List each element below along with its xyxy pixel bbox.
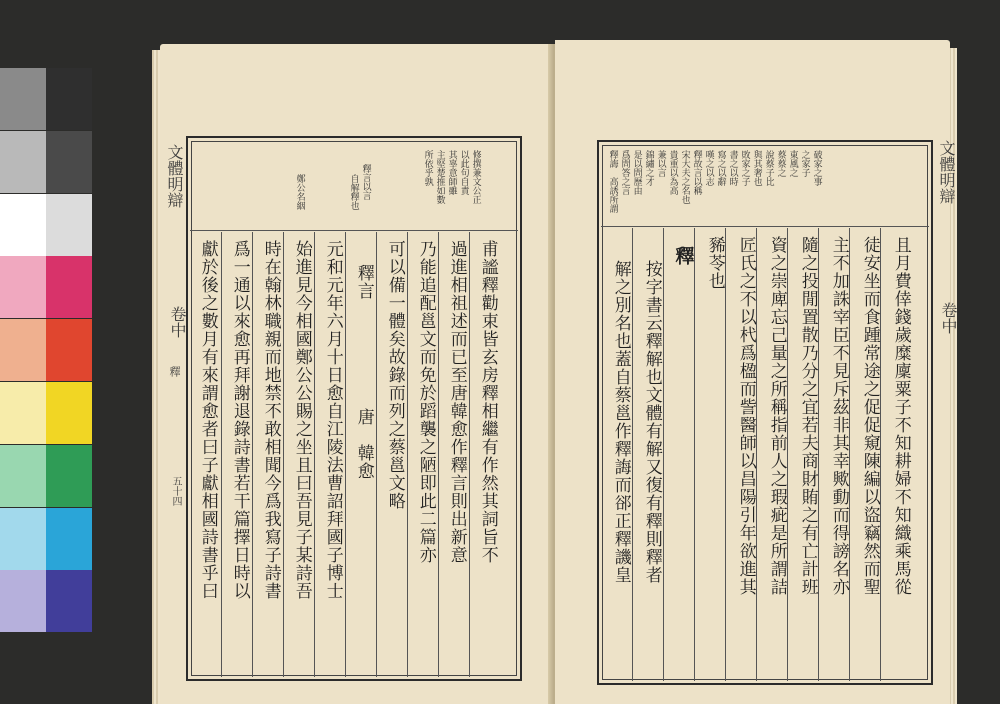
right-header-note: 宋大夫之名也 bbox=[679, 150, 690, 204]
text-column: 釋言 唐 韓愈 bbox=[353, 264, 374, 480]
text-column: 甫謐釋勸束皆玄房釋相繼有作然其詞旨不 bbox=[477, 240, 498, 564]
text-column: 豨苓也 bbox=[704, 236, 725, 290]
right-page bbox=[555, 40, 958, 704]
text-column: 且月費倖錢歲糜廩粟子不知耕婦不知織乘馬從 bbox=[890, 236, 911, 596]
right-header-note: 貴重以為高 bbox=[667, 150, 678, 195]
right-header-note: 爲問答之言 bbox=[619, 150, 630, 195]
left-header-note: 主堅楚推如數 bbox=[434, 150, 445, 204]
color-swatch bbox=[46, 194, 92, 256]
left-page bbox=[160, 44, 552, 704]
color-swatch bbox=[0, 131, 46, 193]
color-swatch bbox=[46, 382, 92, 444]
right-header-note: 書之以時 bbox=[727, 150, 738, 186]
left-margin-volume: 卷中 bbox=[168, 306, 187, 338]
right-header-note: 蔡蔡之 bbox=[775, 150, 786, 177]
right-header-note: 與其奢也 bbox=[751, 150, 762, 186]
color-swatch bbox=[0, 445, 46, 507]
left-header-note: 以此句自責 bbox=[458, 150, 469, 195]
left-header-note: 其辜意師雖 bbox=[446, 150, 457, 195]
left-header-note: 修撰兼文公正 bbox=[470, 150, 481, 204]
text-column: 過進相祖述而已至唐韓愈作釋言則出新意 bbox=[446, 240, 467, 564]
text-column: 解之別名也蓋自蔡邕作釋誨而郤正釋譏皇 bbox=[610, 260, 631, 584]
right-header-note: 敗家之子 bbox=[739, 150, 750, 186]
color-swatch bbox=[0, 508, 46, 570]
color-swatch bbox=[46, 508, 92, 570]
right-header-note: 釋故言以稱 bbox=[691, 150, 702, 195]
text-column: 乃能追配邕文而免於蹈襲之陋即此二篇亦 bbox=[415, 240, 436, 564]
color-swatch bbox=[0, 570, 46, 632]
color-swatch bbox=[0, 68, 46, 130]
right-header-note: 寫之以辭 bbox=[715, 150, 726, 186]
color-swatch bbox=[0, 319, 46, 381]
section-heading: 釋 bbox=[672, 246, 695, 266]
right-header-note: 嘆之以志 bbox=[703, 150, 714, 186]
right-header-note: 東風之 bbox=[787, 150, 798, 177]
color-swatch bbox=[0, 194, 46, 256]
right-header-note: 釋誨 高誘所謂 bbox=[607, 150, 618, 213]
left-header-note: 所依乎孰 bbox=[422, 150, 433, 186]
left-header-note: 釋言以言 bbox=[360, 164, 371, 200]
color-swatch bbox=[46, 68, 92, 130]
left-header-note: 自解釋也 bbox=[348, 174, 359, 210]
left-header-note: 鄭公名絪 bbox=[294, 174, 305, 210]
text-column: 爲一通以來愈再拜謝退錄詩書若干篇擇日時以 bbox=[229, 240, 250, 600]
text-column: 可以備一體矣故錄而列之蔡邕文略 bbox=[384, 240, 405, 510]
color-swatch bbox=[46, 256, 92, 318]
text-column: 資之崇庳忘己量之所稱指前人之瑕疵是所謂詰 bbox=[766, 236, 787, 596]
text-column: 徒安坐而食踵常途之促促窺陳編以盜竊然而聖 bbox=[859, 236, 880, 596]
text-column: 隨之投閒置散乃分之宜若夫商財賄之有亡計班 bbox=[797, 236, 818, 596]
right-margin-title: 文體明辯 bbox=[937, 140, 956, 204]
color-swatch bbox=[46, 131, 92, 193]
right-header-note: 錦繡之才 bbox=[643, 150, 654, 186]
right-header-note: 兼以言 bbox=[655, 150, 666, 177]
color-swatch bbox=[0, 382, 46, 444]
text-column: 獻於後之數月有來謂愈者曰子獻相國詩書乎曰 bbox=[197, 240, 218, 600]
left-margin-section: 釋 bbox=[168, 366, 181, 377]
color-swatch bbox=[46, 570, 92, 632]
text-column: 元和元年六月十日愈自江陵法曹詔拜國子博士 bbox=[322, 240, 343, 600]
color-swatch bbox=[46, 445, 92, 507]
right-header-note: 是以問歷由 bbox=[631, 150, 642, 195]
left-margin-page-number: 五十四 bbox=[170, 476, 181, 506]
color-swatch bbox=[0, 256, 46, 318]
right-header-note: 之家子 bbox=[799, 150, 810, 177]
color-calibration-chart bbox=[0, 68, 93, 634]
right-margin-volume: 卷中 bbox=[939, 302, 958, 334]
text-column: 時在翰林職親而地禁不敢相聞今爲我寫子詩書 bbox=[260, 240, 281, 600]
open-book bbox=[150, 30, 965, 704]
text-column: 主不加誅宰臣不見斥茲非其幸歟動而得謗名亦 bbox=[828, 236, 849, 596]
text-column: 匠氏之不以杙爲楹而訾醫師以昌陽引年欲進其 bbox=[735, 236, 756, 596]
right-header-note: 說蔡子比 bbox=[763, 150, 774, 186]
right-header-note: 破家之事 bbox=[811, 150, 822, 186]
left-margin-title: 文體明辯 bbox=[165, 144, 184, 208]
color-swatch bbox=[46, 319, 92, 381]
text-column: 始進見今相國鄭公公賜之坐且曰吾見子某詩吾 bbox=[291, 240, 312, 600]
text-column: 按字書云釋解也文體有解又復有釋則釋者 bbox=[641, 260, 662, 584]
